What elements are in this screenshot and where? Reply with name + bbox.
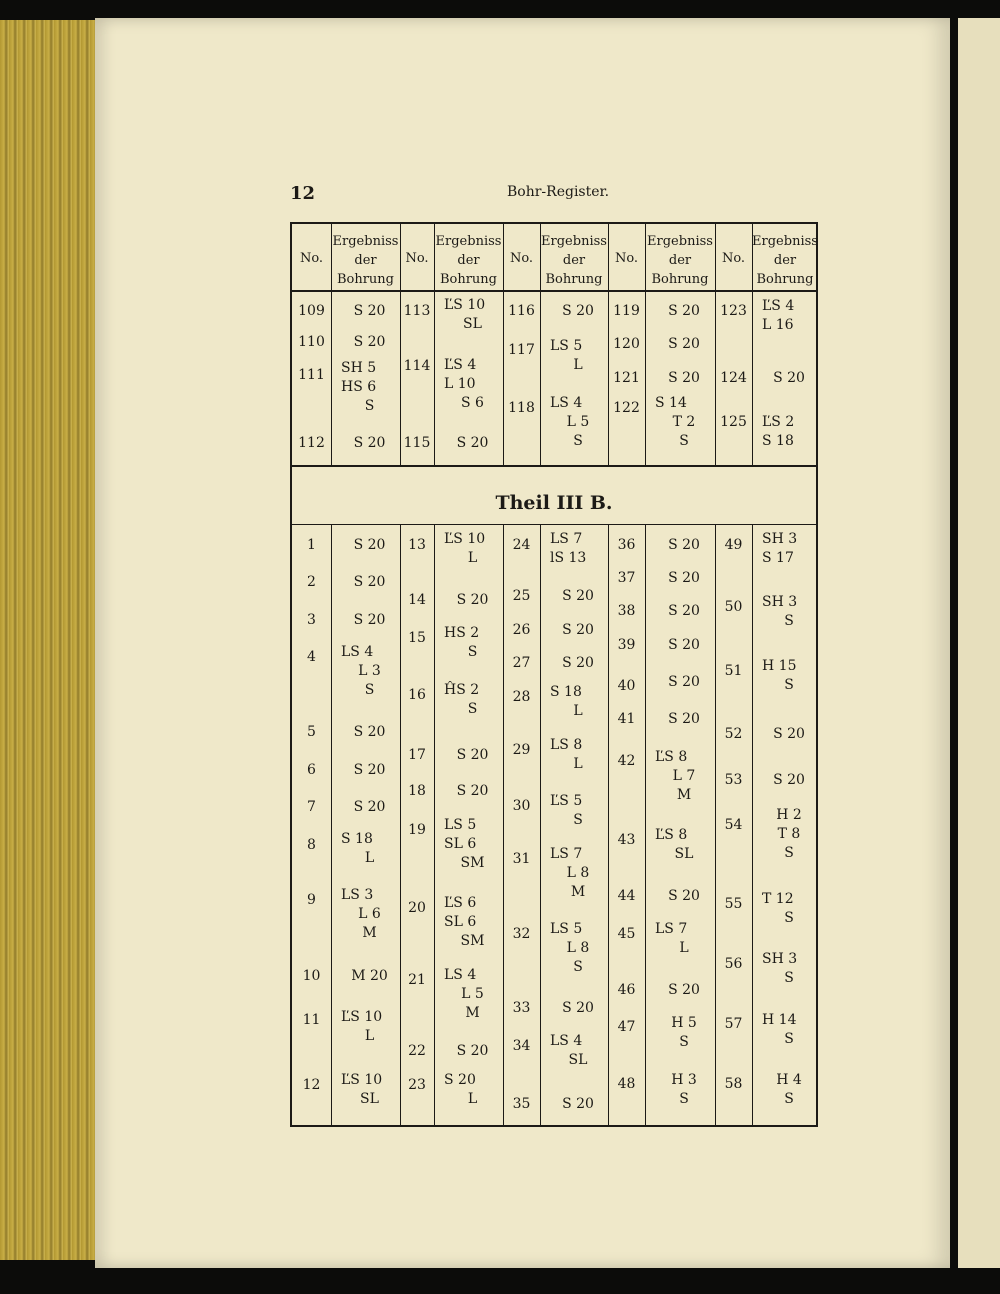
bore-result: L <box>679 940 689 956</box>
bore-result: L <box>467 1091 478 1107</box>
bore-result: H 5 <box>671 1015 697 1031</box>
bore-result: S <box>784 613 794 629</box>
bore-number: 45 <box>617 926 636 942</box>
bore-result: SL 6 <box>444 836 477 852</box>
bore-result: ĤS 2 <box>444 682 480 698</box>
bore-number: 50 <box>724 599 743 615</box>
bore-result: L 5 <box>461 986 484 1002</box>
bore-result: L 7 <box>672 768 696 784</box>
bore-result: S 20 <box>353 724 386 740</box>
bore-result: S 20 <box>562 1000 594 1016</box>
header-no: No. <box>405 251 429 266</box>
bore-number: 16 <box>408 687 426 703</box>
bore-number: 109 <box>298 303 325 319</box>
bore-result: S 20 <box>562 655 594 671</box>
bore-number: 120 <box>613 336 640 352</box>
bore-result: L 5 <box>566 414 590 430</box>
bore-result: L 6 <box>358 906 381 922</box>
bore-result: S 14 <box>655 395 687 411</box>
bore-result: S 20 <box>668 537 700 553</box>
page-number: 12 <box>290 183 316 204</box>
bore-result: LS 3 <box>341 887 374 903</box>
bore-result: S 20 <box>353 537 386 553</box>
bore-number: 19 <box>408 822 426 838</box>
bore-number: 113 <box>403 303 431 319</box>
row-rule <box>292 524 816 525</box>
bore-result: ĽS 10 <box>341 1009 383 1025</box>
bore-number: 35 <box>512 1096 531 1112</box>
bore-number: 6 <box>307 762 316 778</box>
bore-result: S 20 <box>353 435 386 451</box>
bore-result: LS 5 <box>444 817 477 833</box>
bore-result: S <box>679 1091 689 1107</box>
bore-number: 21 <box>408 972 426 988</box>
bore-number: 28 <box>512 689 531 705</box>
bore-number: 1 <box>307 537 316 553</box>
bore-result: LS 7 <box>550 531 583 547</box>
bore-result: LS 7 <box>550 846 583 862</box>
bore-number: 58 <box>724 1076 743 1092</box>
column-rule <box>331 524 332 1127</box>
bore-result: M <box>570 884 586 900</box>
bore-result: HS 2 <box>444 625 480 641</box>
bore-result: S 20 <box>668 674 700 690</box>
bore-result: T 2 <box>672 414 696 430</box>
bore-number: 124 <box>720 370 747 386</box>
bore-result: S 18 <box>550 684 582 700</box>
bore-result: S 17 <box>762 550 794 566</box>
bore-number: 14 <box>408 592 426 608</box>
header-no: No. <box>614 251 639 266</box>
header-no: No. <box>299 251 324 266</box>
bore-result: S 20 <box>562 588 594 604</box>
bore-number: 31 <box>512 851 531 867</box>
bore-result: S <box>573 812 583 828</box>
bore-result: S 20 <box>353 574 386 590</box>
bore-number: 20 <box>408 900 426 916</box>
bore-result: SH 5 <box>341 360 377 376</box>
bore-result: L 10 <box>444 376 476 392</box>
bore-result: L 3 <box>358 663 381 679</box>
bore-result: LS 8 <box>550 737 583 753</box>
bore-result: SH 3 <box>762 951 798 967</box>
header-result: Ergebniss der Bohrung <box>332 234 399 287</box>
bore-number: 29 <box>512 742 531 758</box>
bore-result: S <box>784 677 794 693</box>
bore-result: S 20 <box>456 1043 489 1059</box>
bore-result: S <box>679 433 689 449</box>
bore-result: S 20 <box>668 982 700 998</box>
bore-result: M <box>676 787 692 803</box>
bore-number: 5 <box>307 724 316 740</box>
bore-result: M 20 <box>351 968 388 984</box>
column-rule <box>645 524 646 1127</box>
bore-result: T 8 <box>777 826 801 842</box>
bore-number: 11 <box>302 1012 321 1028</box>
bore-result: S <box>784 1091 794 1107</box>
bore-number: 117 <box>508 342 535 358</box>
column-rule <box>540 524 541 1127</box>
bore-result: LS 4 <box>444 967 477 983</box>
bore-result: S 20 <box>353 612 386 628</box>
bore-result: S 20 <box>562 1096 594 1112</box>
bore-register-table <box>290 222 818 1127</box>
bore-number: 114 <box>403 358 431 374</box>
bore-result: LS 5 <box>550 921 583 937</box>
bore-number: 3 <box>307 612 316 628</box>
bore-number: 32 <box>512 926 531 942</box>
bore-number: 123 <box>720 303 747 319</box>
bore-number: 56 <box>724 956 743 972</box>
bore-result: T 12 <box>762 891 794 907</box>
bore-result: HS 6 <box>341 379 377 395</box>
header-result: Ergebniss der Bohrung <box>647 234 713 287</box>
bore-result: ĽS 10 <box>444 297 486 313</box>
bore-result: S 20 <box>773 726 805 742</box>
row-rule <box>292 290 816 292</box>
section-title: Theil III B. <box>495 492 613 514</box>
bore-result: SL 6 <box>444 914 477 930</box>
bore-result: S <box>364 682 375 698</box>
bore-number: 33 <box>512 1000 531 1016</box>
bore-number: 39 <box>617 637 636 653</box>
bore-number: 53 <box>724 772 743 788</box>
bore-number: 49 <box>724 537 743 553</box>
bore-number: 10 <box>302 968 321 984</box>
bore-result: M <box>465 1005 480 1021</box>
header-no: No. <box>509 251 534 266</box>
bore-number: 43 <box>617 832 636 848</box>
bore-result: S <box>573 959 583 975</box>
bore-number: 46 <box>617 982 636 998</box>
bore-number: 13 <box>408 537 426 553</box>
header-result: Ergebniss der Bohrung <box>435 234 502 287</box>
column-rule <box>434 524 435 1127</box>
bore-result: ĽS 8 <box>655 749 688 765</box>
bore-result: S 20 <box>353 799 386 815</box>
bore-result: S 20 <box>668 603 700 619</box>
bore-result: S <box>467 701 478 717</box>
bore-result: L 8 <box>566 865 590 881</box>
bore-result: H 4 <box>776 1072 802 1088</box>
bore-number: 17 <box>408 747 426 763</box>
bore-number: 57 <box>724 1016 743 1032</box>
bore-number: 7 <box>307 799 316 815</box>
bore-number: 118 <box>508 400 535 416</box>
bore-result: L 16 <box>762 317 794 333</box>
bore-result: SH 3 <box>762 594 798 610</box>
bore-result: S 20 <box>773 772 805 788</box>
bore-result: S 20 <box>353 334 386 350</box>
bore-number: 110 <box>298 334 325 350</box>
bore-result: S 20 <box>668 637 700 653</box>
bore-number: 115 <box>403 435 431 451</box>
bore-result: S 20 <box>668 888 700 904</box>
bore-result: S 20 <box>668 303 700 319</box>
bore-number: 9 <box>307 892 316 908</box>
bore-result: SL <box>360 1091 379 1107</box>
bore-result: L <box>573 703 583 719</box>
bore-result: ĽS 8 <box>655 827 688 843</box>
page-stack-edge <box>0 20 100 1260</box>
bore-result: SL <box>674 846 694 862</box>
bore-result: S 20 <box>444 1072 476 1088</box>
row-rule <box>292 465 816 467</box>
bore-result: L <box>467 550 478 566</box>
bore-result: S 20 <box>773 370 805 386</box>
bore-result: SL <box>568 1052 588 1068</box>
bore-number: 23 <box>408 1077 426 1093</box>
bore-result: ĽS 4 <box>444 357 477 373</box>
bore-number: 125 <box>720 414 747 430</box>
bore-number: 40 <box>617 678 636 694</box>
bore-result: M <box>362 925 377 941</box>
bore-result: ĽS 2 <box>762 414 795 430</box>
running-title: Bohr-Register. <box>507 184 610 200</box>
bore-number: 111 <box>298 367 325 383</box>
bore-result: ĽS 10 <box>444 531 486 547</box>
bore-result: LS 7 <box>655 921 688 937</box>
bore-result: L <box>364 1028 375 1044</box>
bore-number: 112 <box>298 435 325 451</box>
facing-page-edge <box>958 18 1000 1268</box>
bore-number: 54 <box>724 817 743 833</box>
bore-result: S 20 <box>353 762 386 778</box>
bore-result: S <box>364 398 375 414</box>
column-rule <box>752 524 753 1127</box>
bore-number: 8 <box>307 837 316 853</box>
bore-result: H 3 <box>671 1072 697 1088</box>
bore-result: LS 4 <box>341 644 374 660</box>
bore-result: S 18 <box>341 831 373 847</box>
bore-result: S <box>467 644 478 660</box>
bore-number: 42 <box>617 753 636 769</box>
bore-result: ĽS 6 <box>444 895 477 911</box>
bore-result: S 18 <box>762 433 794 449</box>
bore-result: S 20 <box>668 711 700 727</box>
bore-result: S 20 <box>562 622 594 638</box>
bore-result: lS 13 <box>550 550 587 566</box>
header-result: Ergebniss der Bohrung <box>541 234 607 287</box>
bore-result: LS 4 <box>550 395 583 411</box>
header-result: Ergebniss der Bohrung <box>752 234 818 287</box>
bore-result: L 8 <box>566 940 590 956</box>
bore-number: 34 <box>512 1038 531 1054</box>
bore-result: ĽS 5 <box>550 793 583 809</box>
bore-result: S 20 <box>456 783 489 799</box>
bore-result: S 20 <box>668 570 700 586</box>
bore-number: 55 <box>724 896 743 912</box>
bore-number: 44 <box>617 888 636 904</box>
bore-number: 38 <box>617 603 636 619</box>
bore-number: 30 <box>512 798 531 814</box>
bore-number: 121 <box>613 370 640 386</box>
bore-result: S 20 <box>668 370 700 386</box>
header-no: No. <box>721 251 746 266</box>
bore-number: 26 <box>512 622 531 638</box>
bore-number: 51 <box>724 663 743 679</box>
bore-result: S <box>784 910 794 926</box>
bore-result: SM <box>460 855 485 871</box>
bore-result: SH 3 <box>762 531 798 547</box>
bore-number: 116 <box>508 303 535 319</box>
bore-result: SM <box>460 933 485 949</box>
bore-result: S 20 <box>456 747 489 763</box>
bore-number: 27 <box>512 655 531 671</box>
bore-number: 4 <box>307 649 316 665</box>
bore-result: ĽS 10 <box>341 1072 383 1088</box>
bore-number: 47 <box>617 1019 636 1035</box>
bore-number: 119 <box>613 303 640 319</box>
bore-number: 25 <box>512 588 531 604</box>
bore-result: S 20 <box>562 303 594 319</box>
bore-result: S <box>573 433 583 449</box>
bore-result: S 20 <box>456 592 489 608</box>
bore-result: SL <box>463 316 482 332</box>
bore-result: S 20 <box>353 303 386 319</box>
bore-result: S 20 <box>668 336 700 352</box>
bore-result: H 14 <box>762 1012 797 1028</box>
bore-result: L <box>364 850 375 866</box>
bore-number: 22 <box>408 1043 426 1059</box>
bore-result: L <box>573 756 583 772</box>
bore-number: 2 <box>307 574 316 590</box>
bore-result: L <box>573 357 583 373</box>
bore-result: H 2 <box>776 807 802 823</box>
bore-number: 24 <box>512 537 531 553</box>
bore-result: S <box>679 1034 689 1050</box>
bore-result: S <box>784 1031 794 1047</box>
bore-number: 15 <box>408 630 426 646</box>
bore-number: 122 <box>613 400 640 416</box>
bore-result: H 15 <box>762 658 797 674</box>
bore-number: 41 <box>617 711 636 727</box>
bore-result: S <box>784 845 794 861</box>
bore-result: LS 4 <box>550 1033 583 1049</box>
bore-number: 48 <box>617 1076 636 1092</box>
bore-number: 36 <box>617 537 636 553</box>
bore-result: S 20 <box>456 435 489 451</box>
bore-result: ĽS 4 <box>762 298 795 314</box>
bore-number: 52 <box>724 726 743 742</box>
bore-result: LS 5 <box>550 338 583 354</box>
bore-result: S <box>784 970 794 986</box>
bore-number: 37 <box>617 570 636 586</box>
bore-result: S 6 <box>461 395 484 411</box>
bore-number: 18 <box>408 783 426 799</box>
bore-number: 12 <box>302 1077 321 1093</box>
